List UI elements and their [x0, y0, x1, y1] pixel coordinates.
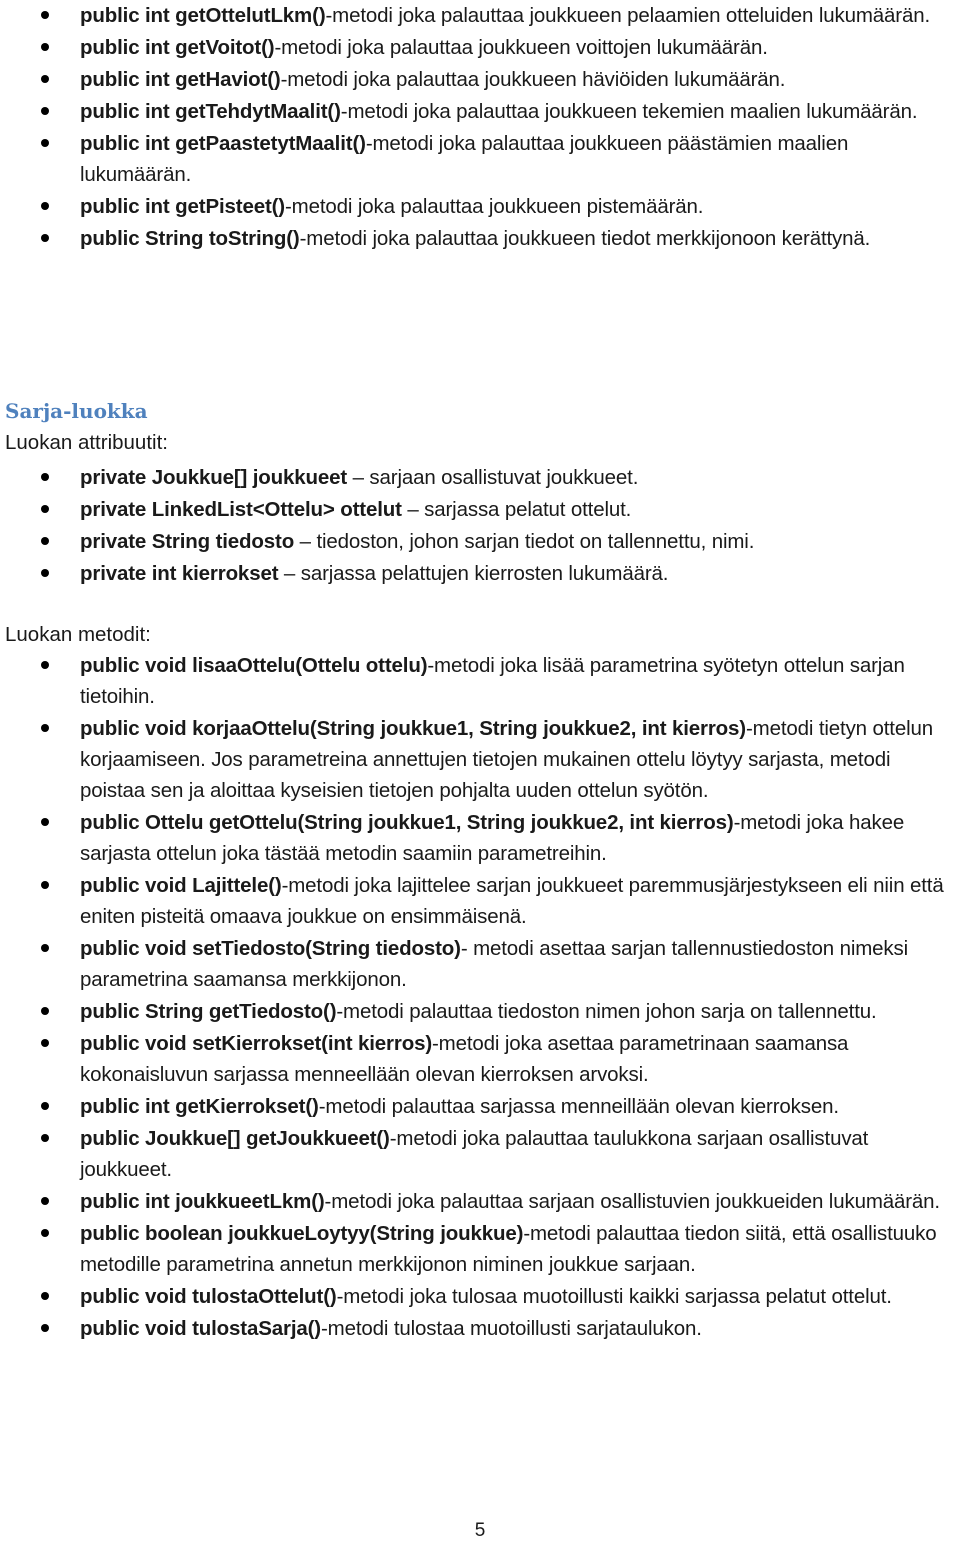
bullet-icon — [41, 1324, 49, 1332]
signature: public Ottelu getOttelu(String joukkue1, String joukkue2, int kierros) — [80, 811, 734, 834]
signature: public String getTiedosto() — [80, 1000, 337, 1023]
method-item — [0, 650, 960, 712]
description: – tiedoston, johon sarjan tiedot on tallennettu, nimi. — [294, 530, 755, 553]
attribute-item — [0, 494, 960, 525]
description: -metodi joka asettaa parametrinaan saamansa kokonaisluvun sarjassa menneellään olevan kierroksen arvoksi. — [80, 1032, 849, 1086]
bullet-icon — [41, 11, 49, 19]
description: – sarjassa pelatut ottelut. — [401, 498, 632, 521]
method-list-joukkue — [0, 0, 960, 254]
bullet-icon — [41, 1292, 49, 1300]
description: – sarjassa pelattujen kierrosten lukumäärä. — [278, 562, 669, 585]
description: -metodi joka palauttaa joukkueen päästämien maalien lukumäärän. — [80, 132, 849, 186]
method-item — [0, 870, 960, 932]
signature: private String tiedosto — [80, 530, 295, 553]
method-item — [0, 996, 960, 1027]
attribute-list — [0, 462, 960, 589]
method-item — [0, 191, 960, 222]
description: -metodi joka palauttaa joukkueen voittojen lukumäärän. — [274, 36, 768, 59]
method-item — [0, 713, 960, 806]
signature: public void tulostaOttelut() — [80, 1285, 337, 1308]
attribute-item — [0, 462, 960, 493]
signature: public int getPaastetytMaalit() — [80, 132, 366, 155]
description: - metodi asettaa sarjan tallennustiedoston nimeksi parametrina saamansa merkkijonon. — [80, 937, 909, 991]
method-item — [0, 1028, 960, 1090]
signature: public void setKierrokset(int kierros) — [80, 1032, 432, 1055]
signature: public boolean joukkueLoytyy(String joukkue) — [80, 1222, 524, 1245]
bullet-icon — [41, 43, 49, 51]
signature: public void Lajittele() — [80, 874, 282, 897]
methods-label: Luokan metodit: — [5, 623, 151, 646]
bullet-icon — [41, 473, 49, 481]
bullet-icon — [41, 881, 49, 889]
description: -metodi tulostaa muotoillusti sarjataulukon. — [321, 1317, 702, 1340]
signature: public int getOttelutLkm() — [80, 4, 326, 27]
bullet-icon — [41, 724, 49, 732]
bullet-icon — [41, 107, 49, 115]
method-item — [0, 1091, 960, 1122]
description: -metodi joka lisää parametrina syötetyn ottelun sarjan tietoihin. — [80, 654, 905, 708]
signature: public int joukkueetLkm() — [80, 1190, 325, 1213]
bullet-icon — [41, 569, 49, 577]
description: -metodi palauttaa tiedoston nimen johon sarja on tallennettu. — [336, 1000, 877, 1023]
bullet-icon — [41, 139, 49, 147]
attribute-item — [0, 558, 960, 589]
method-item — [0, 933, 960, 995]
signature: public String toString() — [80, 227, 300, 250]
signature: private LinkedList<Ottelu> ottelut — [80, 498, 402, 521]
bullet-icon — [41, 1039, 49, 1047]
attributes-label: Luokan attribuutit: — [5, 431, 168, 454]
method-item — [0, 0, 960, 31]
description: -metodi joka lajittelee sarjan joukkueet paremmusjärjestykseen eli niin että eniten pisteitä omaava joukkue on ensimmäisenä. — [80, 874, 944, 928]
method-item — [0, 32, 960, 63]
description: -metodi joka palauttaa joukkueen häviöiden lukumäärän. — [280, 68, 786, 91]
signature: public int getVoitot() — [80, 36, 275, 59]
signature: private int kierrokset — [80, 562, 279, 585]
method-item — [0, 1281, 960, 1312]
description: -metodi joka palauttaa joukkueen pistemäärän. — [284, 195, 704, 218]
method-item — [0, 807, 960, 869]
bullet-icon — [41, 818, 49, 826]
bullet-icon — [41, 1197, 49, 1205]
description: -metodi joka tulosaa muotoillusti kaikki sarjassa pelatut ottelut. — [336, 1285, 892, 1308]
description: -metodi palauttaa tiedon siitä, että osallistuuko metodille parametrina annetun merkkijonon niminen joukkue sarjaan. — [80, 1222, 937, 1276]
attribute-item — [0, 526, 960, 557]
bullet-icon — [41, 505, 49, 513]
method-item — [0, 1313, 960, 1344]
bullet-icon — [41, 1229, 49, 1237]
signature: public void tulostaSarja() — [80, 1317, 321, 1340]
signature: public int getTehdytMaalit() — [80, 100, 341, 123]
description: -metodi joka palauttaa taulukkona sarjaan osallistuvat joukkueet. — [80, 1127, 869, 1181]
signature: public int getPisteet() — [80, 195, 285, 218]
description: -metodi joka hakee sarjasta ottelun joka tästää metodin saamiin parametreihin. — [80, 811, 905, 865]
bullet-icon — [41, 75, 49, 83]
description: -metodi joka palauttaa joukkueen pelaamien otteluiden lukumäärän. — [325, 4, 931, 27]
method-item — [0, 64, 960, 95]
section-heading: Sarja-luokka — [5, 399, 148, 423]
bullet-icon — [41, 944, 49, 952]
bullet-icon — [41, 1134, 49, 1142]
signature: public void setTiedosto(String tiedosto) — [80, 937, 461, 960]
description: -metodi tietyn ottelun korjaamiseen. Jos parametreina annettujen tietojen mukainen ottelu löytyy sarjasta, metodi poistaa sen ja aloittaa kyseisien tietojen pohjalta uuden ottelun syötön. — [80, 717, 933, 802]
method-item — [0, 1218, 960, 1280]
bullet-icon — [41, 537, 49, 545]
signature: public void lisaaOttelu(Ottelu ottelu) — [80, 654, 428, 677]
bullet-icon — [41, 661, 49, 669]
signature: public int getHaviot() — [80, 68, 281, 91]
signature: public Joukkue[] getJoukkueet() — [80, 1127, 390, 1150]
description: -metodi joka palauttaa sarjaan osallistuvien joukkueiden lukumäärän. — [324, 1190, 940, 1213]
page-number: 5 — [474, 1520, 486, 1541]
signature: private Joukkue[] joukkueet — [80, 466, 348, 489]
description: -metodi palauttaa sarjassa menneillään olevan kierroksen. — [318, 1095, 839, 1118]
description: -metodi joka palauttaa joukkueen tekemien maalien lukumäärän. — [340, 100, 918, 123]
signature: public void korjaaOttelu(String joukkue1, String joukkue2, int kierros) — [80, 717, 746, 740]
method-item — [0, 128, 960, 190]
description: -metodi joka palauttaa joukkueen tiedot merkkijonoon kerättynä. — [299, 227, 871, 250]
signature: public int getKierrokset() — [80, 1095, 319, 1118]
bullet-icon — [41, 202, 49, 210]
bullet-icon — [41, 234, 49, 242]
method-item — [0, 223, 960, 254]
method-item — [0, 96, 960, 127]
bullet-icon — [41, 1102, 49, 1110]
bullet-icon — [41, 1007, 49, 1015]
method-item — [0, 1186, 960, 1217]
description: – sarjaan osallistuvat joukkueet. — [347, 466, 639, 489]
method-item — [0, 1123, 960, 1185]
method-list-sarja — [0, 650, 960, 1344]
